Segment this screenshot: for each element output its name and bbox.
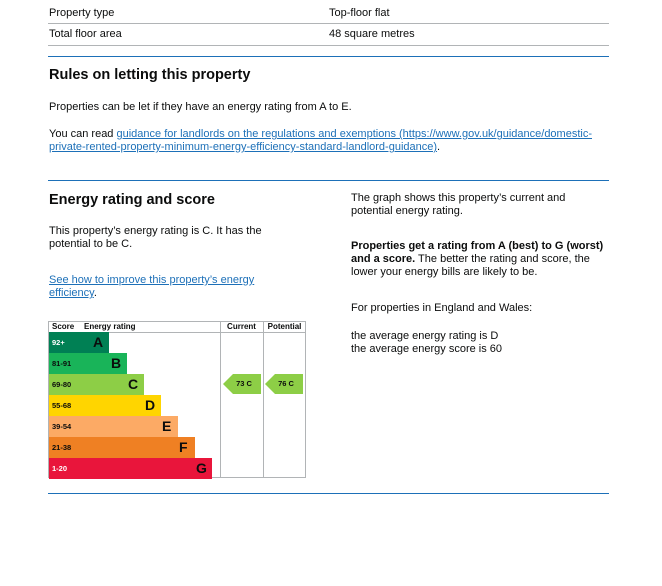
graph-description-line: The graph shows this property’s current and — [351, 192, 566, 204]
improve-suffix: . — [93, 287, 97, 299]
band-score-f: 21-38 — [49, 437, 79, 458]
energy-rating-text — [49, 225, 262, 251]
energy-rating-line: potential to be C. — [49, 238, 133, 250]
band-bar-g — [79, 458, 212, 479]
guidance-prefix: You can read — [49, 128, 117, 140]
band-score-a: 92+ — [49, 332, 79, 353]
band-bar-f — [79, 437, 195, 458]
band-letter-e: E — [162, 418, 172, 434]
current-rating-arrow — [223, 374, 261, 394]
letting-rating-text: Properties can be let if they have an energy rating from A to E. — [49, 101, 352, 113]
band-score-e: 39-54 — [49, 416, 79, 437]
property-type-label: Property type — [49, 7, 115, 19]
band-score-g: 1-20 — [49, 458, 79, 479]
summary-row-floor-area — [48, 24, 609, 44]
energy-heading: Energy rating and score — [49, 192, 215, 208]
average-score: the average energy score is 60 — [351, 343, 503, 355]
rating-scale-bold: Properties get a rating from A (best) to G (worst) — [351, 240, 604, 252]
header-current: Current — [227, 322, 256, 331]
improve-efficiency-link[interactable]: See how to improve this property’s energy — [49, 274, 255, 286]
energy-rating-line: This property’s energy rating is C. It has the — [49, 225, 262, 237]
guidance-link-continued[interactable]: private-rented-property-minimum-energy-efficiency-standard-landlord-guidance) — [49, 141, 438, 153]
graph-description — [351, 192, 565, 218]
band-letter-c: C — [128, 376, 139, 392]
property-type-value: Top-floor flat — [329, 7, 390, 19]
column-divider — [220, 321, 221, 478]
energy-rating-chart — [48, 321, 306, 478]
rating-scale-line: lower your energy bills are likely to be. — [351, 266, 538, 278]
header-energy-rating: Energy rating — [84, 322, 136, 331]
section-divider — [48, 180, 609, 181]
floor-area-label: Total floor area — [49, 28, 122, 40]
average-rating: the average energy rating is D — [351, 330, 499, 342]
improve-efficiency-link-continued[interactable]: efficiency — [49, 287, 94, 299]
letting-guidance-text — [49, 128, 609, 154]
guidance-link[interactable]: guidance for landlords on the regulations and exemptions (https://www.gov.uk/guidance/domestic- — [116, 128, 592, 140]
current-rating-arrow-label: 73 C — [236, 379, 252, 388]
improve-efficiency — [49, 274, 254, 300]
section-divider — [48, 493, 609, 494]
band-score-b: 81-91 — [49, 353, 79, 374]
graph-description-line: potential energy rating. — [351, 205, 463, 217]
band-score-d: 55-68 — [49, 395, 79, 416]
letting-heading: Rules on letting this property — [49, 67, 251, 83]
guidance-suffix: . — [437, 141, 441, 153]
band-letter-a: A — [93, 334, 104, 350]
rating-scale-text — [351, 240, 603, 279]
rating-scale-rest: The better the rating and score, the — [415, 253, 590, 265]
region-text: For properties in England and Wales: — [351, 302, 533, 314]
potential-rating-arrow-label: 76 C — [278, 379, 294, 388]
header-potential: Potential — [267, 322, 302, 331]
section-divider — [48, 56, 609, 57]
column-divider — [263, 321, 264, 478]
band-letter-d: D — [145, 397, 156, 413]
band-letter-f: F — [179, 439, 188, 455]
band-score-c: 69-80 — [49, 374, 79, 395]
divider — [48, 45, 609, 46]
summary-row-property-type — [48, 3, 609, 23]
floor-area-value: 48 square metres — [329, 28, 415, 40]
rating-scale-bold: and a score. — [351, 253, 416, 265]
header-score: Score — [52, 322, 75, 331]
potential-rating-arrow — [265, 374, 303, 394]
band-letter-g: G — [196, 460, 207, 476]
averages — [351, 330, 502, 356]
band-letter-b: B — [111, 355, 122, 371]
